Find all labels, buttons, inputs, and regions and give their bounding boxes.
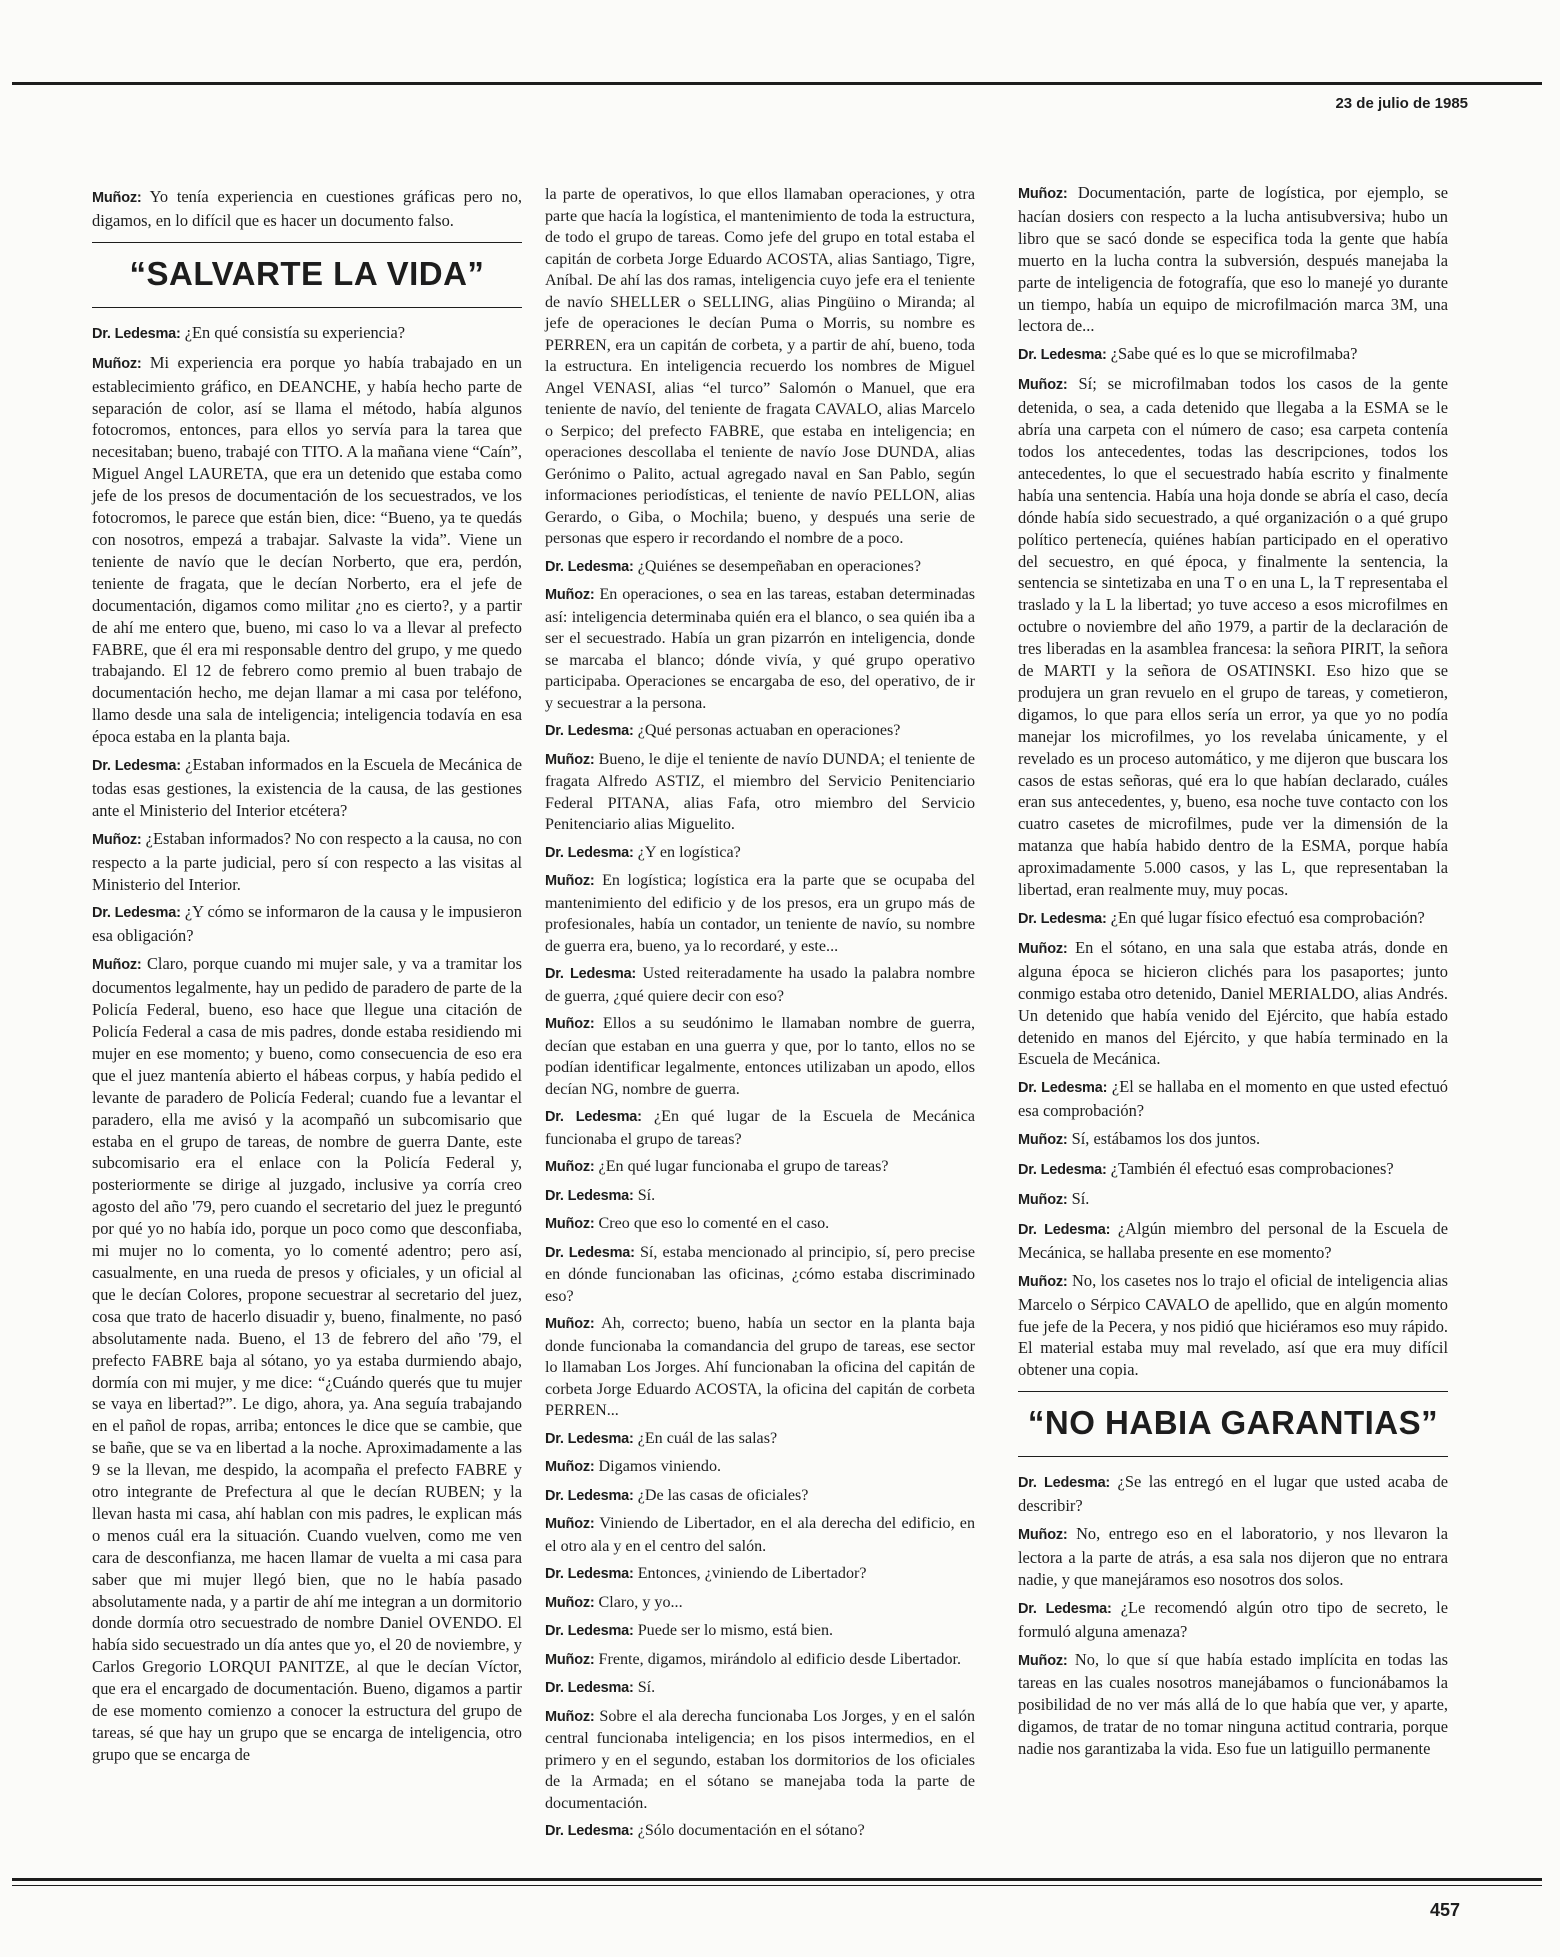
paragraph-text: Sí; se microfilmaban todos los casos de la gente detenida, o sea, a cada detenido que llegaba a la ESMA se le abría una carpeta con el número de caso; esa carpeta contenía todos los antecedentes, todas las descripciones, todos los antecedentes, lo que el secuestrado había escrito y finalmente había una sentencia. Había una hoja donde se abría el caso, decía dónde había sido secuestrado, a qué organización o a qué grupo político pertenecía, quiénes habían participado en el operativo del secuestro, en qué época, y finalmente la sentencia, la sentencia se sintetizaba en una T o en una L, la T representaba el traslado y la L la libertad; yo tuve acceso a esos microfilmes en octubre o noviembre del año 1979, a partir de la declaración de tres liberadas en la asamblea francesa: la señora PIRIT, la señora de MARTI y la señora de OSATINSKI. Eso hizo que se produjera un gran revuelo en el grupo de tareas, y cometieron, digamos, lo que para ellos sería un error, ya que yo no podía manejar los microfilmes, yo los revelaba únicamente, y el revelado es un proceso automático, y me dijeron que buscara los casos de estas señoras, qué era lo que habían declarado, cuáles eran sus antecedentes, y, bueno, esa noche tuve contacto con los cuatro casetes de microfilmes, pude ver la dimensión de la matanza que había habido dentro de la ESMA, porque había aproximadamente 5.000 casos, y las L, que representaban la libertad, eran realmente muy, muy pocas.	[1018, 374, 1448, 900]
section-rule	[92, 242, 522, 243]
paragraph-text: Ah, correcto; bueno, había un sector en la planta baja donde funcionaba la comandancia del grupo de tareas, ese sector lo llamaban Los Jorges. Ahí funcionaban la oficina del capitán de corbeta Jorge Eduardo ACOSTA, la oficina del capitán de corbeta PERREN...	[545, 1315, 975, 1419]
text-column-1	[92, 186, 522, 1772]
testimony-paragraph	[1018, 1128, 1448, 1152]
testimony-paragraph	[545, 963, 975, 1007]
testimony-paragraph	[545, 1620, 975, 1643]
paragraph-text: Sí.	[633, 1186, 656, 1204]
speaker-label: Muñoz:	[545, 1651, 595, 1668]
testimony-paragraph	[92, 828, 522, 896]
speaker-label: Muñoz:	[1018, 1273, 1068, 1290]
paragraph-text: Digamos viniendo.	[594, 1458, 722, 1475]
header-rule	[12, 82, 1542, 85]
paragraph-text: En logística; logística era la parte que se ocupaba del mantenimiento del edificio y de los presos, era un grupo más de profesionales, había un contador, un teniente de navío, su nombre de guerra era, bueno, ya lo recordaré, y este...	[545, 872, 975, 955]
testimony-paragraph	[1018, 1188, 1448, 1212]
testimony-paragraph	[545, 184, 975, 550]
paragraph-text: Sobre el ala derecha funcionaba Los Jorges, y en el salón central funcionaba inteligencia; en los pisos intermedios, en el primero y en el segundo, estaban los dormitorios de los oficiales de la Armada; en el sótano se manejaba toda la parte de documentación.	[545, 1707, 975, 1812]
speaker-label: Muñoz:	[92, 831, 142, 848]
speaker-label: Muñoz:	[1018, 1191, 1068, 1208]
testimony-paragraph	[1018, 1597, 1448, 1643]
speaker-label: Muñoz:	[545, 751, 595, 768]
paragraph-text: ¿Quiénes se desempeñaban en operaciones?	[633, 557, 921, 575]
testimony-paragraph	[545, 1706, 975, 1815]
paragraph-text: Sí.	[1067, 1188, 1090, 1208]
testimony-paragraph	[1018, 1523, 1448, 1591]
speaker-label: Dr. Ledesma:	[545, 723, 634, 739]
text-column-3	[1018, 182, 1448, 1766]
paragraph-text: No, lo que sí que había estado implícita en todas las tareas en las cuales nosotros manejábamos o funcionábamos la posibilidad de no ver más allá de lo que había que ver, y aparte, digamos, de tratar de no tomar ninguna actitud contraria, porque nadie nos garantizaba la vida. Eso fue un latiguillo permanente	[1018, 1649, 1448, 1759]
testimony-paragraph	[1018, 182, 1448, 337]
testimony-paragraph	[545, 1677, 975, 1700]
testimony-paragraph	[545, 870, 975, 957]
speaker-label: Dr. Ledesma:	[545, 558, 634, 575]
testimony-paragraph	[545, 1313, 975, 1422]
speaker-label: Muñoz:	[1018, 1132, 1068, 1149]
testimony-paragraph	[1018, 937, 1448, 1070]
speaker-label: Dr. Ledesma:	[545, 1430, 634, 1447]
paragraph-text: Sí, estábamos los dos juntos.	[1067, 1129, 1261, 1149]
speaker-label: Dr. Ledesma:	[545, 1487, 634, 1504]
testimony-paragraph	[545, 1185, 975, 1208]
paragraph-text: Frente, digamos, mirándolo al edificio desde Libertador.	[594, 1650, 962, 1668]
paragraph-text: Claro, porque cuando mi mujer sale, y va a tramitar los documentos legalmente, hay un pedido de paradero de parte de la Policía Federal, bueno, eso hace que llegue una citación de Policía Federal a casa de mis padres, donde estaba residiendo mi mujer en ese momento; y bueno, como consecuencia de eso era que el juez mantenía abierto el hábeas corpus, y había pedido el levante de paradero de Policía Federal; cuando fue a levantar el paradero, ella me avisó y la acompañó un subcomisario que estaba en el grupo de tareas, de nombre de guerra Dante, este subcomisario era el enlace con la Policía Federal y, posteriormente se dirige al juzgado, inclusive ya corría creo agosto del año '79, pero cuando el secretario del juez le preguntó por qué yo no había ido, porque un poco como que desconfiaba, mi mujer no lo comenta, yo lo comenté adentro; pero así, casualmente, en una rueda de presos y oficiales, y un oficial al que le decían Colores, propone secuestrar al secretario del juez, cosa que trato de hacerlo disuadir y, bueno, finalmente, no pasó absolutamente nada. Bueno, el 13 de febrero del año '79, el prefecto FABRE baja al sótano, yo ya estaba durmiendo abajo, dormía con mi mujer, y me dice: “¿Cuándo querés que tu mujer se vaya en libertad?”. Le digo, ahora, ya. Ana seguía trabajando en el pañol de ropas, arriba; entonces le dice que se cambie, que se bañe, que se va en libertad a la noche. Aproximadamente a las 9 se la llevan, me despido, la acompaña el prefecto FABRE y otro integrante de Prefectura al que le decían RUBEN; y la llevan hasta mi casa, ahí hablan con mis padres, le explican más o menos cuál era la situación. Cuando vuelven, como me ven cara de desconfianza, me hacen llamar de vuelta a mi casa para saber que mi mujer llegó bien, que no le había pasado absolutamente nada, y a partir de ahí me integran a un dormitorio donde dormía otro secuestrado de nombre Daniel OVENDO. El había sido secuestrado un día antes que yo, el 20 de noviembre, y Carlos Gregorio LORQUI PANITZE, al que le decían Víctor, que era el encargado de documentación. Bueno, digamos a partir de ese momento comienzo a conocer la estructura del grupo de tareas, sé que hay un grupo que se encarga de inteligencia, otro grupo que se encarga de	[92, 954, 522, 1764]
testimony-paragraph	[1018, 343, 1448, 367]
speaker-label: Dr. Ledesma:	[545, 1244, 635, 1261]
section-heading-block	[1018, 1391, 1448, 1457]
speaker-label: Dr. Ledesma:	[545, 1566, 634, 1582]
testimony-paragraph	[545, 1485, 975, 1508]
testimony-paragraph	[545, 1563, 975, 1586]
testimony-paragraph	[1018, 373, 1448, 901]
paragraph-text: Documentación, parte de logística, por ejemplo, se hacían dosiers con respecto a la lucha antisubversiva; hubo un libro que se sacó donde se especifica toda la gente que había muerto en la lucha contra la subversión, después manejaba la parte de inteligencia de fotografía, que eso lo manejé yo durante un tiempo, había un equipo de microfilmación marca 3M, una lectora de...	[1018, 183, 1448, 336]
speaker-label: Dr. Ledesma:	[545, 1187, 634, 1204]
speaker-label: Muñoz:	[92, 957, 142, 974]
text-column-2	[545, 184, 975, 1849]
testimony-paragraph	[545, 1513, 975, 1557]
paragraph-text: En operaciones, o sea en las tareas, estaban determinadas así: inteligencia determinaba quién era el blanco, o sea quién iba a ser el secuestrado. Había un gran pizarrón en inteligencia, donde se marcaba el blanco; dónde vivía, y qué grupo operativo participaba. Operaciones se encargaba de eso, del operativo, de ir y secuestrar a la persona.	[545, 586, 975, 712]
paragraph-text: ¿También él efectuó esas comprobaciones?	[1106, 1159, 1394, 1179]
paragraph-text: ¿Estaban informados en la Escuela de Mecánica de todas esas gestiones, la existencia de la causa, de las gestiones ante el Ministerio del Interior etcétera?	[92, 755, 522, 820]
speaker-label: Dr. Ledesma:	[1018, 911, 1107, 927]
testimony-paragraph	[545, 720, 975, 743]
speaker-label: Muñoz:	[545, 1594, 595, 1611]
testimony-paragraph	[545, 842, 975, 865]
speaker-label: Muñoz:	[1018, 377, 1068, 394]
speaker-label: Dr. Ledesma:	[1018, 347, 1107, 364]
speaker-label: Dr. Ledesma:	[545, 1109, 642, 1125]
paragraph-text: ¿Sólo documentación en el sótano?	[633, 1822, 865, 1839]
paragraph-text: Mi experiencia era porque yo había trabajado en un establecimiento gráfico, en DEANCHE, y había hecho parte de separación de color, así se llama el método, había algunos fotocromos, entonces, para ellos yo servía para la tarea que necesitaban; bueno, trabajé con TITO. A la mañana viene “Caín”, Miguel Angel LAURETA, que era un detenido que estaba como jefe de los presos de documentación de los secuestrados, ve los fotocromos, le parece que están bien, dice: “Bueno, ya te quedás con nosotros, empezá a trabajar. Salvaste la vida”. Viene un teniente de navío que le decían Norberto, que era, perdón, teniente de fragata, que le decían Norberto, era el jefe de documentación, digamos como militar ¿no es cierto?, y a partir de ahí me entero que, bueno, mi caso lo va a llevar al prefecto FABRE, que él era mi responsable dentro del grupo, y me quedo trabajando. El 12 de febrero como premio al buen trabajo de documentación hecho, me dejan llamar a mi casa por teléfono, llamo desde una sala de inteligencia; inteligencia todavía en esa época estaba en la planta baja.	[92, 352, 522, 747]
speaker-label: Muñoz:	[92, 190, 142, 206]
paragraph-text: ¿En qué lugar funcionaba el grupo de tareas?	[594, 1158, 889, 1175]
paragraph-text: Claro, y yo...	[594, 1593, 683, 1611]
footer-rule	[12, 1878, 1542, 1881]
speaker-label: Dr. Ledesma:	[545, 966, 637, 982]
testimony-paragraph	[1018, 1076, 1448, 1122]
speaker-label: Dr. Ledesma:	[1018, 1600, 1112, 1617]
testimony-paragraph	[545, 1213, 975, 1236]
paragraph-text: Viniendo de Libertador, en el ala derecha del edificio, en el otro ala y en el centro del salón.	[545, 1515, 975, 1555]
paragraph-text: ¿Se las entregó en el lugar que usted acaba de describir?	[1018, 1472, 1448, 1516]
paragraph-text: ¿Sabe qué es lo que se microfilmaba?	[1106, 344, 1358, 364]
testimony-paragraph	[1018, 1270, 1448, 1382]
testimony-paragraph	[545, 749, 975, 836]
testimony-paragraph	[545, 1456, 975, 1479]
paragraph-text: ¿Qué personas actuaban en operaciones?	[633, 722, 901, 739]
page-number: 457	[1429, 1900, 1460, 1920]
testimony-paragraph	[545, 556, 975, 579]
speaker-label: Muñoz:	[545, 1159, 595, 1175]
speaker-label: Muñoz:	[545, 873, 595, 889]
speaker-label: Dr. Ledesma:	[1018, 1080, 1108, 1097]
paragraph-text: ¿En qué consistía su experiencia?	[180, 322, 406, 342]
paragraph-text: No, entrego eso en el laboratorio, y nos llevaron la lectora a la parte de atrás, a esa sala nos dijeron que no entrara nadie, y que manejáramos eso nosotros dos solos.	[1018, 1524, 1448, 1589]
speaker-label: Muñoz:	[545, 1316, 595, 1332]
paragraph-text: No, los casetes nos lo trajo el oficial de inteligencia alias Marcelo o Sérpico CAVALO de apellido, que en algún momento fue jefe de la Pecera, y nos pidió que hiciéramos eso muy rápido. El material estaba muy mal revelado, así que era muy difícil obtener una copia.	[1018, 1270, 1448, 1380]
speaker-label: Dr. Ledesma:	[1018, 1162, 1107, 1179]
page-date: 23 de julio de 1985	[1335, 95, 1468, 112]
section-rule	[92, 307, 522, 308]
testimony-paragraph	[545, 1106, 975, 1150]
testimony-paragraph	[545, 1649, 975, 1672]
paragraph-text: En el sótano, en una sala que estaba atrás, donde en alguna época se hicieron clichés para los pasaportes; junto conmigo estaba otro detenido, Daniel MERIALDO, alias Andrés. Un detenido que había venido del Ejército, que había estado detenido en manos del Ejército, y que había terminado en la Escuela de Mecánica.	[1018, 937, 1448, 1069]
testimony-paragraph	[1018, 1471, 1448, 1517]
paragraph-text: ¿Y cómo se informaron de la causa y le impusieron esa obligación?	[92, 902, 522, 946]
section-heading: “SALVARTE LA VIDA”	[129, 254, 485, 292]
paragraph-text: Sí, estaba mencionado al principio, sí, pero precise en dónde funcionaban las oficinas, ¿cómo estaba discriminado eso?	[545, 1243, 975, 1305]
testimony-paragraph	[545, 1156, 975, 1179]
speaker-label: Dr. Ledesma:	[1018, 1221, 1111, 1238]
speaker-label: Dr. Ledesma:	[545, 844, 634, 861]
speaker-label: Muñoz:	[1018, 940, 1068, 957]
section-rule	[1018, 1391, 1448, 1392]
speaker-label: Muñoz:	[1018, 1527, 1068, 1544]
paragraph-text: Creo que eso lo comenté en el caso.	[594, 1215, 830, 1232]
paragraph-text: ¿En qué lugar de la Escuela de Mecánica funcionaba el grupo de tareas?	[545, 1108, 976, 1148]
speaker-label: Muñoz:	[545, 1459, 595, 1475]
footer-rule-thin	[12, 1885, 1542, 1886]
paragraph-text: ¿En cuál de las salas?	[633, 1429, 778, 1447]
bleed-through-text	[640, 16, 1541, 80]
speaker-label: Muñoz:	[545, 1016, 595, 1032]
testimony-paragraph	[92, 322, 522, 346]
speaker-label: Dr. Ledesma:	[545, 1680, 634, 1696]
section-heading-block	[92, 242, 522, 308]
section-heading: “NO HABIA GARANTIAS”	[1027, 1404, 1439, 1442]
paragraph-text: ¿Y en logística?	[633, 843, 741, 861]
speaker-label: Dr. Ledesma:	[545, 1623, 634, 1639]
testimony-paragraph	[92, 901, 522, 947]
testimony-paragraph	[92, 352, 522, 748]
testimony-paragraph	[1018, 1158, 1448, 1182]
testimony-paragraph	[545, 1242, 975, 1308]
speaker-label: Dr. Ledesma:	[1018, 1475, 1111, 1492]
speaker-label: Muñoz:	[545, 1516, 595, 1532]
paragraph-text: Usted reiteradamente ha usado la palabra nombre de guerra, ¿qué quiere decir con eso?	[545, 965, 975, 1005]
paragraph-text: ¿Algún miembro del personal de la Escuela de Mecánica, se hallaba presente en ese momento?	[1018, 1218, 1448, 1262]
paragraph-text: Ellos a su seudónimo le llamaban nombre de guerra, decían que estaban en una guerra y que, por lo tanto, ellos no se podían identificar legalmente, entonces utilizaban un apodo, ellos decían NG, nombre de guerra.	[545, 1015, 975, 1098]
speaker-label: Muñoz:	[1018, 186, 1068, 202]
speaker-label: Muñoz:	[545, 1216, 595, 1232]
testimony-paragraph	[92, 186, 522, 232]
paragraph-text: ¿En qué lugar físico efectuó esa comprobación?	[1106, 908, 1425, 927]
paragraph-text: la parte de operativos, lo que ellos llamaban operaciones, y otra parte que hacía la logística, el mantenimiento de toda la estructura, de todo el grupo de tareas. Como jefe del grupo en total estaba el capitán de corbeta Jorge Eduardo ACOSTA, alias Santiago, Tigre, Aníbal. De ahí las dos ramas, inteligencia cuyo jefe era el teniente de navío SHELLER o SELLING, alias Pingüino o Miranda; al jefe de operaciones le decían Puma o Morris, su nombre es PERREN, era un capitán de corbeta, y a partir de ahí, bueno, toda la estructura. En inteligencia recuerdo los nombres de Miguel Angel VENASI, alias “el turco” Salomón o Manuel, que era teniente de navío, del teniente de fragata CAVALO, alias Marcelo o Serpico; del prefecto FABRE, que estaba en inteligencia; en operaciones descollaba el teniente de navío Jose DUNDA, alias Gerónimo o Palito, actual agregado naval en San Pablo, según informaciones periodísticas, el teniente de navío PELLON, alias Gerardo, o Giba, o Mochila; bueno, y después una serie de personas que espero ir recordando el nombre de a poco.	[545, 186, 975, 547]
testimony-paragraph	[545, 1592, 975, 1615]
speaker-label: Muñoz:	[1018, 1652, 1068, 1669]
paragraph-text: ¿El se hallaba en el momento en que usted efectuó esa comprobación?	[1018, 1077, 1448, 1121]
testimony-paragraph	[92, 754, 522, 822]
testimony-paragraph	[1018, 907, 1448, 931]
testimony-paragraph	[545, 1013, 975, 1100]
speaker-label: Dr. Ledesma:	[92, 325, 181, 342]
paragraph-text: Entonces, ¿viniendo de Libertador?	[633, 1565, 867, 1582]
paragraph-text: Bueno, le dije el teniente de navío DUNDA; el teniente de fragata Alfredo ASTIZ, el miembro del Servicio Penitenciario Federal PITANA, alias Fafa, otro miembro del Servicio Penitenciario alias Miguelito.	[545, 750, 975, 833]
testimony-paragraph	[545, 1428, 975, 1451]
testimony-paragraph	[1018, 1218, 1448, 1264]
speaker-label: Dr. Ledesma:	[92, 758, 181, 775]
speaker-label: Muñoz:	[92, 355, 142, 372]
section-rule	[1018, 1456, 1448, 1457]
testimony-paragraph	[545, 1820, 975, 1843]
paragraph-text: ¿De las casas de oficiales?	[633, 1486, 809, 1504]
paragraph-text: ¿Estaban informados? No con respecto a la causa, no con respecto a la parte judicial, pero sí con respecto a las visitas al Ministerio del Interior.	[92, 828, 522, 894]
testimony-paragraph	[545, 584, 975, 714]
testimony-paragraph	[1018, 1649, 1448, 1761]
paragraph-text: Puede ser lo mismo, está bien.	[633, 1622, 834, 1639]
speaker-label: Muñoz:	[545, 1708, 595, 1725]
testimony-paragraph	[92, 953, 522, 1766]
speaker-label: Dr. Ledesma:	[545, 1823, 634, 1839]
paragraph-text: Yo tenía experiencia en cuestiones gráficas pero no, digamos, en lo difícil que es hacer un documento falso.	[92, 187, 522, 230]
speaker-label: Dr. Ledesma:	[92, 905, 181, 922]
speaker-label: Muñoz:	[545, 587, 595, 603]
paragraph-text: ¿Le recomendó algún otro tipo de secreto, le formuló alguna amenaza?	[1018, 1597, 1448, 1641]
paragraph-text: Sí.	[633, 1679, 656, 1696]
